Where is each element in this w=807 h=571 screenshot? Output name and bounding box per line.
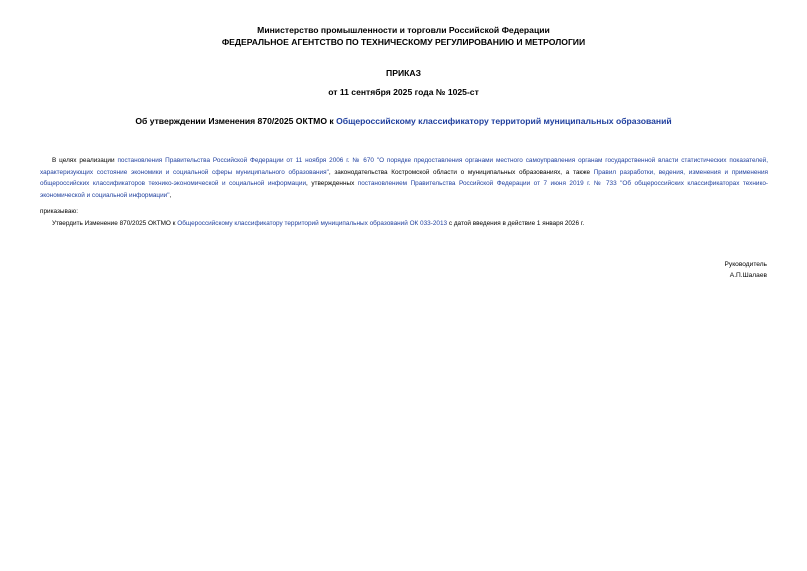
document-type: ПРИКАЗ [386, 68, 421, 78]
signer-position: Руководитель [724, 261, 767, 268]
classifier-ok033-link[interactable]: Общероссийскому классификатору территорий муниципальных образований ОК 033-2013 [177, 220, 448, 227]
preamble-text-2: , законодательства Костромской области о муниципальных образованиях, а также [328, 168, 594, 176]
resolution-paragraph [40, 218, 768, 230]
document-date-number: от 11 сентября 2025 года № 1025-ст [328, 87, 479, 97]
resolution-text-1: Утвердить Изменение 870/2025 ОКТМО к [52, 220, 178, 227]
rules-link[interactable]: Правил разработки, ведения, изменения и применения общероссийских классификаторов технико-экономической и социальной информации [40, 168, 768, 188]
decree-733-link[interactable]: постановлением Правительства Российской Федерации от 7 июня 2019 г. № 733 "Об общероссийских классификаторах технико-экономической и социальной информации" [40, 180, 768, 199]
preamble-text-3: , утвержденных [306, 180, 358, 188]
title-prefix: Об утверждении Изменения 870/2025 ОКТМО к [135, 116, 337, 126]
order-word: приказываю: [40, 208, 78, 215]
document-title [0, 116, 807, 126]
signer-name: А.П.Шалаев [729, 272, 767, 279]
preamble-text-4: , [169, 191, 172, 199]
preamble-text-1: В целях реализации [52, 157, 118, 164]
ministry-name: Министерство промышленности и торговли Российской Федерации [257, 25, 550, 35]
title-classifier-link[interactable]: Общероссийскому классификатору территорий муниципальных образований [336, 116, 672, 126]
resolution-text-2: с датой введения в действие 1 января 2026 г. [447, 220, 585, 227]
agency-name: ФЕДЕРАЛЬНОЕ АГЕНТСТВО ПО ТЕХНИЧЕСКОМУ РЕГУЛИРОВАНИЮ И МЕТРОЛОГИИ [221, 37, 586, 47]
decree-670-link[interactable]: постановления Правительства Российской Федерации от 11 ноября 2006 г. № 670 "О порядке предоставления органами местного самоуправления органам государственной власти статистических показателей, характеризующих состояние экономики и социальной сферы муниципального образования" [40, 157, 768, 176]
preamble-paragraph [40, 155, 768, 201]
